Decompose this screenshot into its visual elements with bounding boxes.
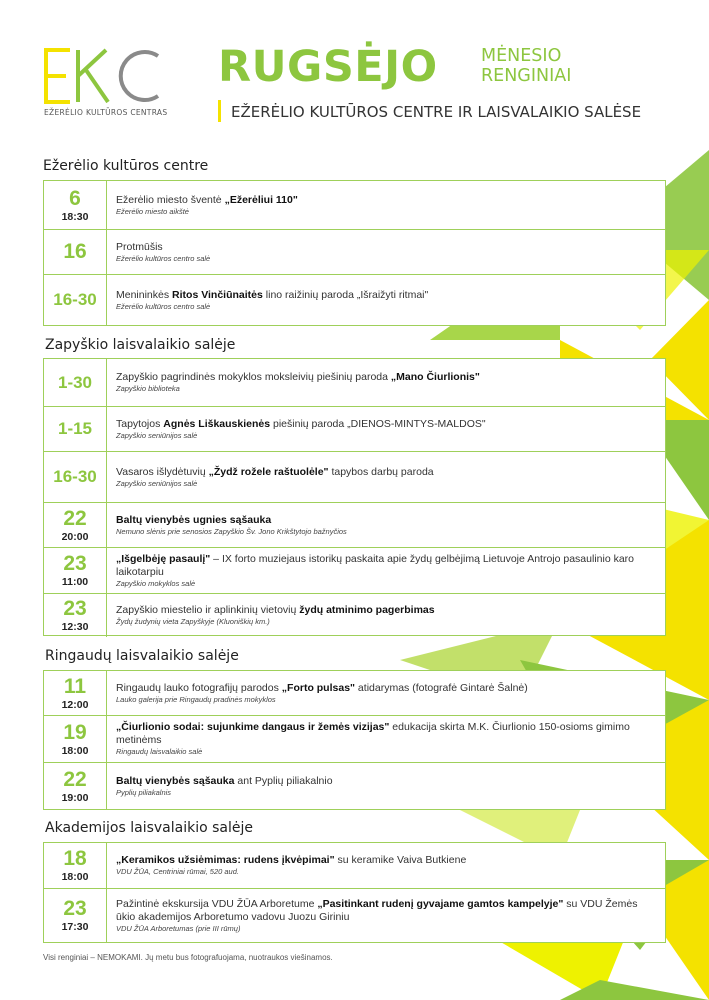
event-row: 23 12:30 Zapyškio miestelio ir aplinkinių vietovių žydų atminimo pagerbimas Žydų žudynių vieta Zapyškyje (Kluoniškių km.) <box>44 593 665 637</box>
event-table-zapyskio <box>43 358 666 636</box>
event-title: „Išgelbėję pasaulį" – IX forto muziejaus istorikų paskaita apie žydų gelbėjimą Lietuvoje Antrojo pasaulinio karo laikotarpiu <box>116 552 635 578</box>
event-location: Zapyškio seniūnijos salė <box>116 430 198 440</box>
event-title: Menininkės Ritos Vinčiūnaitės lino raižinių paroda „Išraižyti ritmai" <box>116 288 429 301</box>
event-location: Zapyškio mokyklos salė <box>116 578 196 588</box>
logo-caption: EŽERĖLIO KULTŪROS CENTRAS <box>44 108 168 117</box>
event-location: Nemuno slėnis prie senosios Zapyškio Šv. Jono Krikštytojo bažnyčios <box>116 526 347 536</box>
event-location: VDU ŽŪA Arboretumas (prie III rūmų) <box>116 923 241 933</box>
section-title-akademijos: Akademijos laisvalaikio salėje <box>45 820 254 836</box>
event-row: 22 19:00 Baltų vienybės sąšauka ant Pyplių piliakalnio Pyplių piliakalnis <box>44 762 665 809</box>
event-row: 1-30 Zapyškio pagrindinės mokyklos moksleivių piešinių paroda „Mano Čiurlionis" Zapyškio biblioteka <box>44 359 665 406</box>
event-title: „Keramikos užsiėmimas: rudens įkvėpimai" su keramike Vaiva Butkiene <box>116 854 467 866</box>
event-table-ringaudu <box>43 670 666 810</box>
event-row: 19 18:00 „Čiurlionio sodai: sujunkime dangaus ir žemės vizijas" edukacija skirta M.K. Čiurlionio 150-osioms gimimo metinėms Ringaudų laisvalaikio salė <box>44 715 665 762</box>
event-row: 16-30 Vasaros išlydėtuvių „Žydž rožele raštuolėle" tapybos darbų paroda Zapyškio seniūnijos salė <box>44 451 665 502</box>
event-table-akademijos <box>43 842 666 943</box>
event-location: Ežerėlio kultūros centro salė <box>116 301 211 311</box>
footer-note: Visi renginiai – NEMOKAMI. Jų metu bus fotografuojama, nuotraukos viešinamos. <box>43 953 333 962</box>
event-location: Ringaudų laisvalaikio salė <box>116 747 203 756</box>
event-title: Pažintinė ekskursija VDU ŽŪA Arboretume „Pasitinkant rudenį gyvajame gamtos kampelyje" su VDU Žemės ūkio akademijos Arboretumo vadovu Juozu Giriniu <box>116 897 638 923</box>
event-row: 23 11:00 „Išgelbėję pasaulį" – IX forto muziejaus istorikų paskaita apie žydų gelbėjimą Lietuvoje Antrojo pasaulinio karo laikotarpiu Zapyškio mokyklos salė <box>44 547 665 593</box>
event-table-ezerelio <box>43 180 666 326</box>
event-location: Ežerėlio kultūros centro salė <box>116 253 211 263</box>
event-row <box>44 181 665 229</box>
event-location: VDU ŽŪA, Centriniai rūmai, 520 aud. <box>116 867 239 876</box>
event-location: Pyplių piliakalnis <box>116 787 172 797</box>
page-title-sub: MĖNESIO RENGINIAI <box>481 46 572 86</box>
event-title: Vasaros išlydėtuvių „Žydž rožele raštuolėle" tapybos darbų paroda <box>116 465 434 478</box>
event-location: Žydų žudynių vieta Zapyškyje (Kluoniškių km.) <box>116 617 270 626</box>
event-row: 1-15 Tapytojos Agnės Liškauskienės piešinių paroda „DIENOS-MINTYS-MALDOS" Zapyškio seniūnijos salė <box>44 406 665 451</box>
event-row <box>44 229 665 274</box>
event-title: Ežerėlio miesto šventė „Ežerėliui 110" <box>116 193 298 206</box>
title-accent-bar <box>218 100 221 122</box>
page-subtitle: EŽERĖLIO KULTŪROS CENTRE IR LAISVALAIKIO SALĖSE <box>231 103 642 121</box>
event-row: 18 18:00 „Keramikos užsiėmimas: rudens įkvėpimai" su keramike Vaiva Butkiene VDU ŽŪA, Centriniai rūmai, 520 aud. <box>44 843 665 888</box>
event-title: Baltų vienybės ugnies sąšauka <box>116 513 272 526</box>
event-title: Zapyškio miestelio ir aplinkinių vietovių žydų atminimo pagerbimas <box>116 604 435 616</box>
event-title: „Čiurlionio sodai: sujunkime dangaus ir žemės vizijas" edukacija skirta M.K. Čiurlionio 150-osioms gimimo metinėms <box>116 721 630 746</box>
event-date: 16-30 <box>44 275 107 325</box>
event-date: 16 <box>44 230 107 274</box>
event-row: 23 17:30 Pažintinė ekskursija VDU ŽŪA Arboretume „Pasitinkant rudenį gyvajame gamtos kampelyje" su VDU Žemės ūkio akademijos Arboretumo vadovu Juozu Giriniu VDU ŽŪA Arboretumas (prie III rūmų) <box>44 888 665 942</box>
section-title-ezerelio: Ežerėlio kultūros centre <box>43 158 209 174</box>
section-title-zapyskio: Zapyškio laisvalaikio salėje <box>45 337 236 353</box>
page-title: RUGSĖJO <box>218 42 438 92</box>
event-location: Lauko galerija prie Ringaudų pradinės mokyklos <box>116 694 276 704</box>
section-title-ringaudu: Ringaudų laisvalaikio salėje <box>45 648 239 664</box>
event-date: 6 18:30 <box>44 181 107 229</box>
event-title: Ringaudų lauko fotografijų parodos „Forto pulsas" atidarymas (fotografė Gintarė Šalnė) <box>116 681 528 694</box>
event-title: Tapytojos Agnės Liškauskienės piešinių paroda „DIENOS-MINTYS-MALDOS" <box>116 417 486 430</box>
event-row: 22 20:00 Baltų vienybės ugnies sąšauka Nemuno slėnis prie senosios Zapyškio Šv. Jono Krikštytojo bažnyčios <box>44 502 665 547</box>
event-location: Ežerėlio miesto aikštė <box>116 206 189 216</box>
event-location: Zapyškio seniūnijos salė <box>116 478 198 488</box>
event-row: 11 12:00 Ringaudų lauko fotografijų parodos „Forto pulsas" atidarymas (fotografė Gintarė Šalnė) Lauko galerija prie Ringaudų pradinės mokyklos <box>44 671 665 715</box>
event-location: Zapyškio biblioteka <box>116 384 180 393</box>
event-title: Zapyškio pagrindinės mokyklos moksleivių piešinių paroda „Mano Čiurlionis" <box>116 371 480 383</box>
event-title: Protmūšis <box>116 240 163 253</box>
event-title: Baltų vienybės sąšauka ant Pyplių piliakalnio <box>116 774 333 787</box>
event-row <box>44 274 665 325</box>
